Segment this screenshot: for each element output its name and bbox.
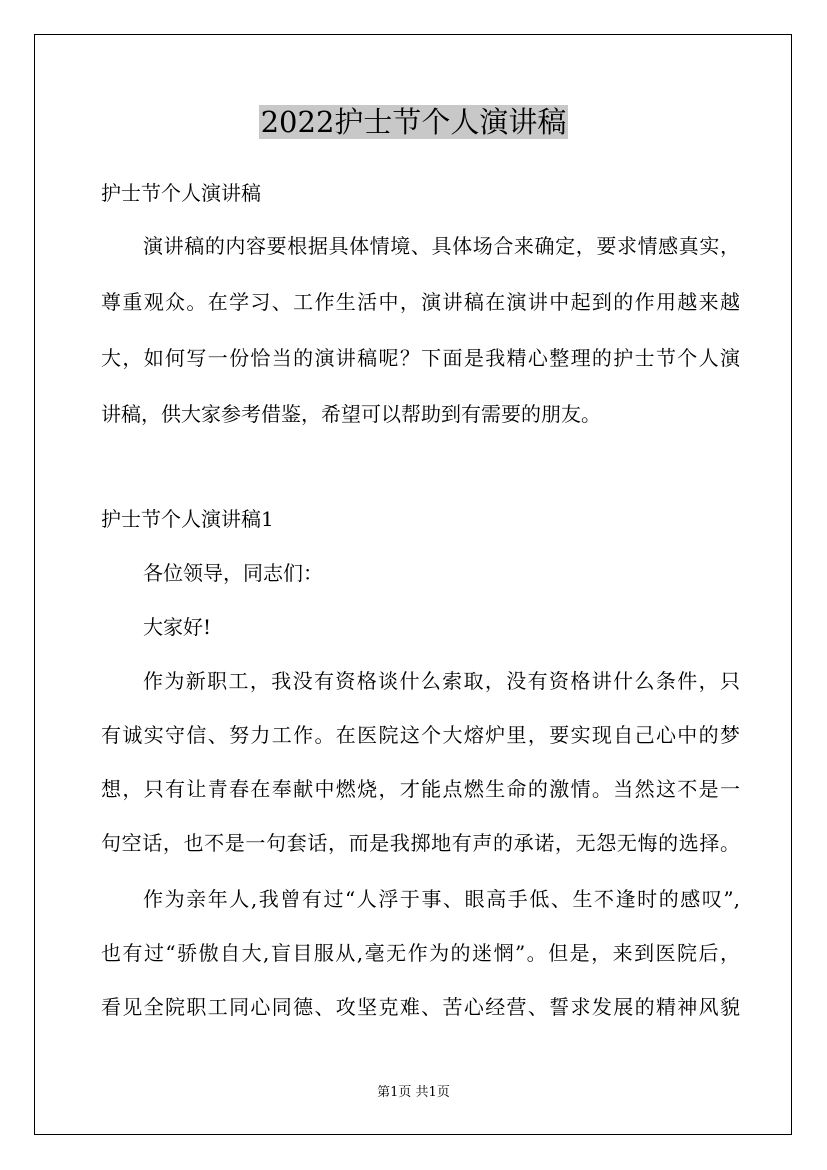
- intro-line-3: 大，如何写一份恰当的演讲稿呢？下面是我精心整理的护士节个人演: [101, 346, 740, 370]
- para2-line-3: 看见全院职工同心同德、攻坚克难、苦心经营、誓求发展的精神风貌: [101, 995, 740, 1019]
- para1-line-4: 句空话，也不是一句套话，而是我掷地有声的承诺，无怨无悔的选择。: [101, 831, 740, 855]
- greeting: 大家好!: [143, 615, 212, 639]
- para2-line-2: 也有过“骄傲自大,盲目服从,毫无作为的迷惘”。但是，来到医院后，: [101, 941, 740, 965]
- intro-line-2: 尊重观众。在学习、工作生活中，演讲稿在演讲中起到的作用越来越: [101, 290, 740, 314]
- section-heading-main: 护士节个人演讲稿: [101, 181, 261, 205]
- intro-line-4: 讲稿，供大家参考借鉴，希望可以帮助到有需要的朋友。: [101, 402, 601, 426]
- section-heading-speech-1: 护士节个人演讲稿1: [101, 507, 274, 531]
- para1-line-1: 作为新职工，我没有资格谈什么索取，没有资格讲什么条件，只: [143, 669, 740, 693]
- para1-line-3: 想，只有让青春在奉献中燃烧，才能点燃生命的激情。当然这不是一: [101, 777, 740, 801]
- document-title-text: 2022护士节个人演讲稿: [260, 105, 567, 139]
- para1-line-2: 有诚实守信、努力工作。在医院这个大熔炉里，要实现自己心中的梦: [101, 723, 740, 747]
- salutation: 各位领导，同志们：: [143, 561, 323, 585]
- page-number-footer: 第1页 共1页: [377, 1085, 450, 1100]
- intro-line-1: 演讲稿的内容要根据具体情境、具体场合来确定，要求情感真实，: [143, 234, 740, 258]
- document-title: [0, 101, 827, 143]
- para2-line-1: 作为亲年人,我曾有过“人浮于事、眼高手低、生不逢时的感叹”,: [143, 887, 740, 911]
